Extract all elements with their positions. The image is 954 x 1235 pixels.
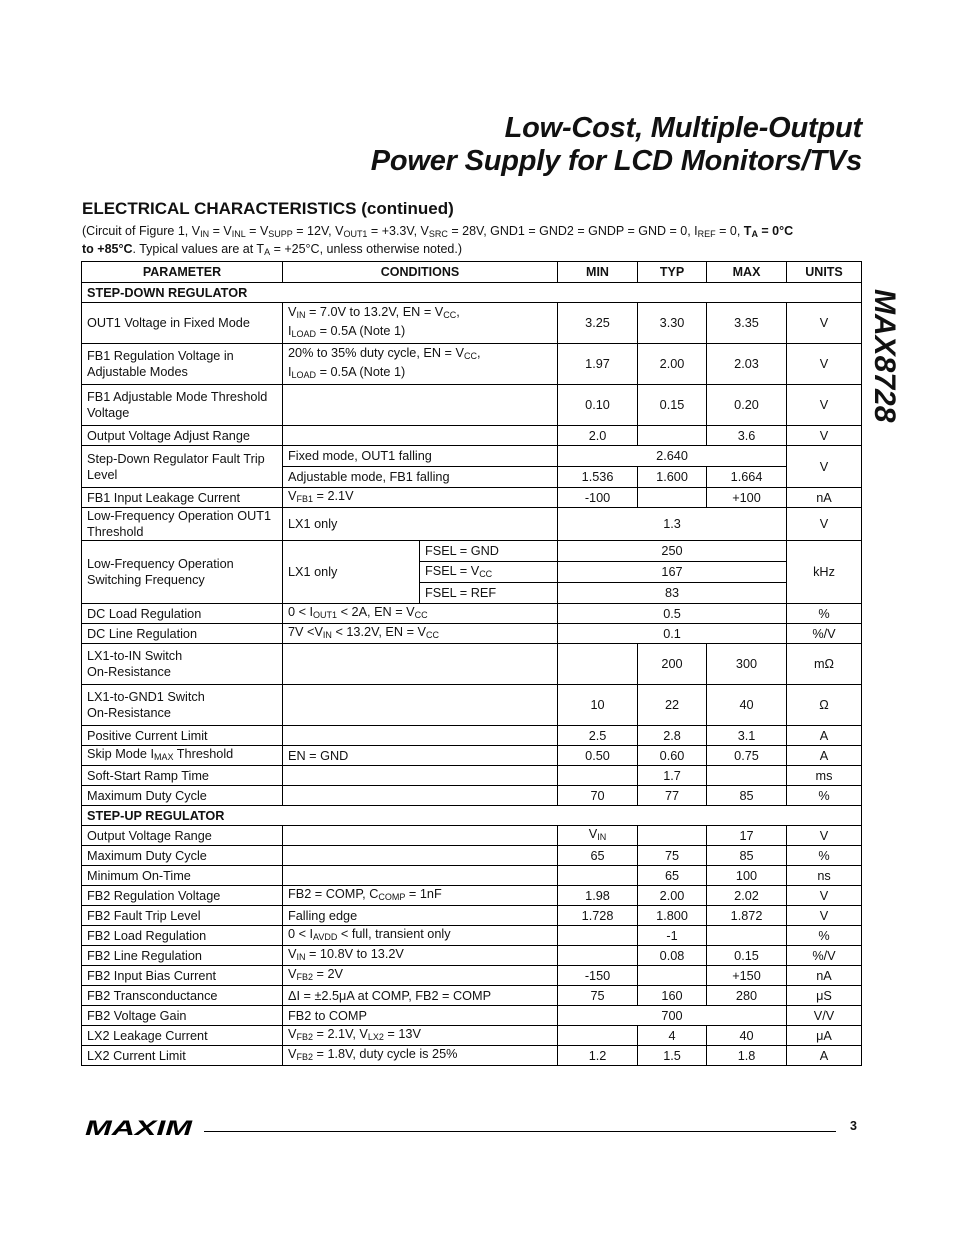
conditions-cell [283, 726, 558, 746]
table-row [82, 766, 862, 786]
conditions-cell [283, 385, 558, 426]
max-cell: +100 [707, 488, 787, 508]
section-row-step-down [82, 283, 862, 303]
conditions-cell: $V_{IN} = 10.8V$ to 13.2V [283, 946, 558, 966]
typ-cell: 1.600 [638, 467, 707, 488]
units-cell: %/V [787, 946, 862, 966]
max-cell: 40 [707, 685, 787, 726]
typ-cell: 1.7 [638, 766, 707, 786]
min-cell [558, 644, 638, 685]
units-cell: A [787, 1046, 862, 1066]
typ-cell: 75 [638, 846, 707, 866]
conditions-cell: $V_{FB2} = 2.1V$, $V_{LX2} = 13V$ [283, 1026, 558, 1046]
table-row [82, 303, 862, 344]
table-row [82, 426, 862, 446]
table-row [82, 926, 862, 946]
max-cell: 1.872 [707, 906, 787, 926]
conditions-cell: ΔI = ±2.5μA at COMP, FB2 = COMP [283, 986, 558, 1006]
maxim-logo [84, 1117, 194, 1139]
units-cell: nA [787, 488, 862, 508]
conditions-cell: $V_{FB2} = 2V$ [283, 966, 558, 986]
units-cell: V [787, 385, 862, 426]
table-row [82, 946, 862, 966]
conditions-cell: EN = GND [283, 746, 558, 766]
max-cell: 0.20 [707, 385, 787, 426]
conditions-cell: $0 < I_{AVDD}$ < full, transient only [283, 926, 558, 946]
min-cell [558, 766, 638, 786]
table-row [82, 685, 862, 726]
min-cell [558, 926, 638, 946]
min-cell: 3.25 [558, 303, 638, 344]
param-cell: LX1-to-IN Switch On-Resistance [82, 644, 283, 685]
typ-cell: 0.08 [638, 946, 707, 966]
param-cell: Step-Down Regulator Fault Trip Level [82, 446, 283, 488]
units-cell: V [787, 446, 862, 488]
value-cell: 0.1 [558, 624, 787, 644]
min-cell: 1.536 [558, 467, 638, 488]
value-cell: 167 [558, 562, 787, 583]
units-cell: A [787, 726, 862, 746]
param-cell: FB1 Adjustable Mode Threshold Voltage [82, 385, 283, 426]
units-cell: Ω [787, 685, 862, 726]
document-title [371, 112, 862, 178]
conditions-cell: $7V <V_{IN} < 13.2V$, EN = $V_{CC}$ [283, 624, 558, 644]
table-row [82, 886, 862, 906]
typ-cell: 2.00 [638, 886, 707, 906]
max-cell: 100 [707, 866, 787, 886]
title-line-2: Power Supply for LCD Monitors/TVs [370, 145, 862, 177]
side-part-number: MAX8728 [868, 289, 901, 423]
typ-cell: 65 [638, 866, 707, 886]
max-cell: 85 [707, 846, 787, 866]
table-row [82, 344, 862, 385]
conditions-cell: Falling edge [283, 906, 558, 926]
param-cell: Low-Frequency Operation Switching Frequency [82, 541, 283, 604]
section-row-step-up [82, 806, 862, 826]
min-cell: 1.97 [558, 344, 638, 385]
typ-cell: 3.30 [638, 303, 707, 344]
param-cell: FB2 Input Bias Current [82, 966, 283, 986]
table-row [82, 1026, 862, 1046]
subcondition-cell: FSEL = GND [420, 541, 558, 562]
section-title-step-up: STEP-UP REGULATOR [82, 806, 862, 826]
units-cell: nA [787, 966, 862, 986]
table-header-row [82, 262, 862, 283]
header-typ: TYP [638, 262, 707, 283]
header-min: MIN [558, 262, 638, 283]
value-cell: 250 [558, 541, 787, 562]
table-row [82, 906, 862, 926]
max-cell: 2.02 [707, 886, 787, 906]
max-cell: 1.664 [707, 467, 787, 488]
typ-cell: 22 [638, 685, 707, 726]
min-cell: 1.2 [558, 1046, 638, 1066]
param-cell: DC Load Regulation [82, 604, 283, 624]
min-cell: 65 [558, 846, 638, 866]
max-cell: 0.75 [707, 746, 787, 766]
param-cell: Low-Frequency Operation OUT1 Threshold [82, 508, 283, 541]
conditions-cell: $V_{FB1} = 2.1V$ [283, 488, 558, 508]
param-cell: Soft-Start Ramp Time [82, 766, 283, 786]
table-row [82, 826, 862, 846]
conditions-cell: Fixed mode, OUT1 falling [283, 446, 558, 467]
units-cell: kHz [787, 541, 862, 604]
min-cell: $V_{IN}$ [558, 826, 638, 846]
units-cell: % [787, 604, 862, 624]
max-cell: 0.15 [707, 946, 787, 966]
conditions-cell [283, 685, 558, 726]
table-row [82, 508, 862, 541]
conditions-cell [283, 766, 558, 786]
param-cell: DC Line Regulation [82, 624, 283, 644]
typ-cell [638, 426, 707, 446]
typ-cell: 4 [638, 1026, 707, 1046]
typ-cell: 200 [638, 644, 707, 685]
min-cell: 10 [558, 685, 638, 726]
header-conditions: CONDITIONS [283, 262, 558, 283]
max-cell: 85 [707, 786, 787, 806]
param-cell: FB2 Fault Trip Level [82, 906, 283, 926]
max-cell: +150 [707, 966, 787, 986]
conditions-cell: Adjustable mode, FB1 falling [283, 467, 558, 488]
max-cell: 300 [707, 644, 787, 685]
min-cell: 70 [558, 786, 638, 806]
min-cell: 1.98 [558, 886, 638, 906]
units-cell: ns [787, 866, 862, 886]
table-row [82, 866, 862, 886]
electrical-characteristics-table [81, 261, 862, 1066]
param-cell: LX2 Leakage Current [82, 1026, 283, 1046]
conditions-cell: LX1 only [283, 541, 420, 604]
conditions-cell [283, 826, 558, 846]
units-cell: % [787, 786, 862, 806]
header-units: UNITS [787, 262, 862, 283]
table-row [82, 1006, 862, 1026]
min-cell: 0.50 [558, 746, 638, 766]
table-row [82, 786, 862, 806]
value-cell: 1.3 [558, 508, 787, 541]
typ-cell: 0.60 [638, 746, 707, 766]
units-cell: V [787, 344, 862, 385]
min-cell: 0.10 [558, 385, 638, 426]
param-cell: OUT1 Voltage in Fixed Mode [82, 303, 283, 344]
param-cell: Output Voltage Range [82, 826, 283, 846]
subcondition-cell: FSEL = $V_{CC}$ [420, 562, 558, 583]
min-cell [558, 866, 638, 886]
conditions-cell: $V_{IN} = 7.0V$ to 13.2V, EN = $V_{CC}$, $I_{LOAD} = 0.5A$ (Note 1) [283, 303, 558, 344]
subcondition-cell: FSEL = REF [420, 583, 558, 604]
section-heading: ELECTRICAL CHARACTERISTICS (continued) [82, 199, 454, 218]
table-row [82, 986, 862, 1006]
page-number: 3 [850, 1119, 857, 1133]
table-row [82, 604, 862, 624]
conditions-cell [283, 866, 558, 886]
units-cell: μS [787, 986, 862, 1006]
param-cell: Maximum Duty Cycle [82, 846, 283, 866]
footer-rule [204, 1131, 836, 1132]
conditions-cell [283, 426, 558, 446]
units-cell: %/V [787, 624, 862, 644]
units-cell: % [787, 926, 862, 946]
typ-cell: 160 [638, 986, 707, 1006]
conditions-cell: FB2 to COMP [283, 1006, 558, 1026]
typ-cell: 77 [638, 786, 707, 806]
min-cell [558, 946, 638, 966]
max-cell: 40 [707, 1026, 787, 1046]
param-cell: FB2 Regulation Voltage [82, 886, 283, 906]
param-cell: FB2 Load Regulation [82, 926, 283, 946]
units-cell: V/V [787, 1006, 862, 1026]
units-cell: mΩ [787, 644, 862, 685]
header-max: MAX [707, 262, 787, 283]
table-row [82, 1046, 862, 1066]
conditions-cell: $0 < I_{OUT1} < 2A$, EN = $V_{CC}$ [283, 604, 558, 624]
value-cell: 0.5 [558, 604, 787, 624]
units-cell: V [787, 426, 862, 446]
typ-cell: 2.00 [638, 344, 707, 385]
table-row [82, 624, 862, 644]
max-cell: 280 [707, 986, 787, 1006]
param-cell: FB2 Voltage Gain [82, 1006, 283, 1026]
table-row [82, 746, 862, 766]
table-row [82, 966, 862, 986]
param-cell: Skip Mode $I_{MAX}$ Threshold [82, 746, 283, 766]
units-cell: ms [787, 766, 862, 786]
max-cell: 3.1 [707, 726, 787, 746]
conditions-cell: FB2 = COMP, $C_{COMP} = 1nF$ [283, 886, 558, 906]
param-cell: FB1 Regulation Voltage in Adjustable Modes [82, 344, 283, 385]
units-cell: V [787, 906, 862, 926]
units-cell: μA [787, 1026, 862, 1046]
param-cell: LX1-to-GND1 Switch On-Resistance [82, 685, 283, 726]
typ-cell: -1 [638, 926, 707, 946]
param-cell: FB2 Line Regulation [82, 946, 283, 966]
units-cell: V [787, 886, 862, 906]
param-cell: Maximum Duty Cycle [82, 786, 283, 806]
min-cell: 2.0 [558, 426, 638, 446]
param-cell: FB2 Transconductance [82, 986, 283, 1006]
min-cell [558, 1026, 638, 1046]
test-conditions-note: (Circuit of Figure 1, $V_{IN} = V_{INL} = V_{SUPP} = 12V$, $V_{OUT1} = +3.3V$, $V_{SRC} = 28V$, GND1 = GND2 = GNDP = GND = 0, $I_{REF} = 0$, $T_A = 0^\circ C$ to +85°C. Typical values are at $T_A = +25^\circ C$, unless otherwise noted.) [82, 224, 794, 257]
svg-text:MAXIM: MAXIM [85, 1117, 193, 1139]
min-cell: 75 [558, 986, 638, 1006]
conditions-cell [283, 786, 558, 806]
min-cell: 1.728 [558, 906, 638, 926]
param-cell: Positive Current Limit [82, 726, 283, 746]
typ-cell [638, 826, 707, 846]
units-cell: V [787, 508, 862, 541]
section-title-step-down: STEP-DOWN REGULATOR [82, 283, 862, 303]
typ-cell [638, 966, 707, 986]
table-row [82, 726, 862, 746]
table-row [82, 846, 862, 866]
units-cell: % [787, 846, 862, 866]
table-row [82, 446, 862, 467]
value-cell: 700 [558, 1006, 787, 1026]
units-cell: A [787, 746, 862, 766]
value-cell: 2.640 [558, 446, 787, 467]
header-parameter: PARAMETER [82, 262, 283, 283]
param-cell: Output Voltage Adjust Range [82, 426, 283, 446]
param-cell: FB1 Input Leakage Current [82, 488, 283, 508]
value-cell: 83 [558, 583, 787, 604]
typ-cell: 1.800 [638, 906, 707, 926]
min-cell: -100 [558, 488, 638, 508]
typ-cell: 0.15 [638, 385, 707, 426]
max-cell: 2.03 [707, 344, 787, 385]
typ-cell [638, 488, 707, 508]
max-cell: 17 [707, 826, 787, 846]
max-cell: 3.6 [707, 426, 787, 446]
typ-cell: 1.5 [638, 1046, 707, 1066]
max-cell: 1.8 [707, 1046, 787, 1066]
param-cell: Minimum On-Time [82, 866, 283, 886]
table-row [82, 385, 862, 426]
title-line-1: Low-Cost, Multiple-Output [504, 112, 862, 144]
max-cell [707, 766, 787, 786]
conditions-cell: 20% to 35% duty cycle, EN = $V_{CC}$, $I_{LOAD} = 0.5A$ (Note 1) [283, 344, 558, 385]
conditions-cell: $V_{FB2} = 1.8V$, duty cycle is 25% [283, 1046, 558, 1066]
table-row [82, 644, 862, 685]
units-cell: V [787, 303, 862, 344]
units-cell: V [787, 826, 862, 846]
conditions-cell [283, 846, 558, 866]
conditions-cell [283, 644, 558, 685]
typ-cell: 2.8 [638, 726, 707, 746]
min-cell: -150 [558, 966, 638, 986]
conditions-cell: LX1 only [283, 508, 558, 541]
table-row [82, 488, 862, 508]
param-cell: LX2 Current Limit [82, 1046, 283, 1066]
max-cell: 3.35 [707, 303, 787, 344]
min-cell: 2.5 [558, 726, 638, 746]
table-row [82, 541, 862, 562]
max-cell [707, 926, 787, 946]
